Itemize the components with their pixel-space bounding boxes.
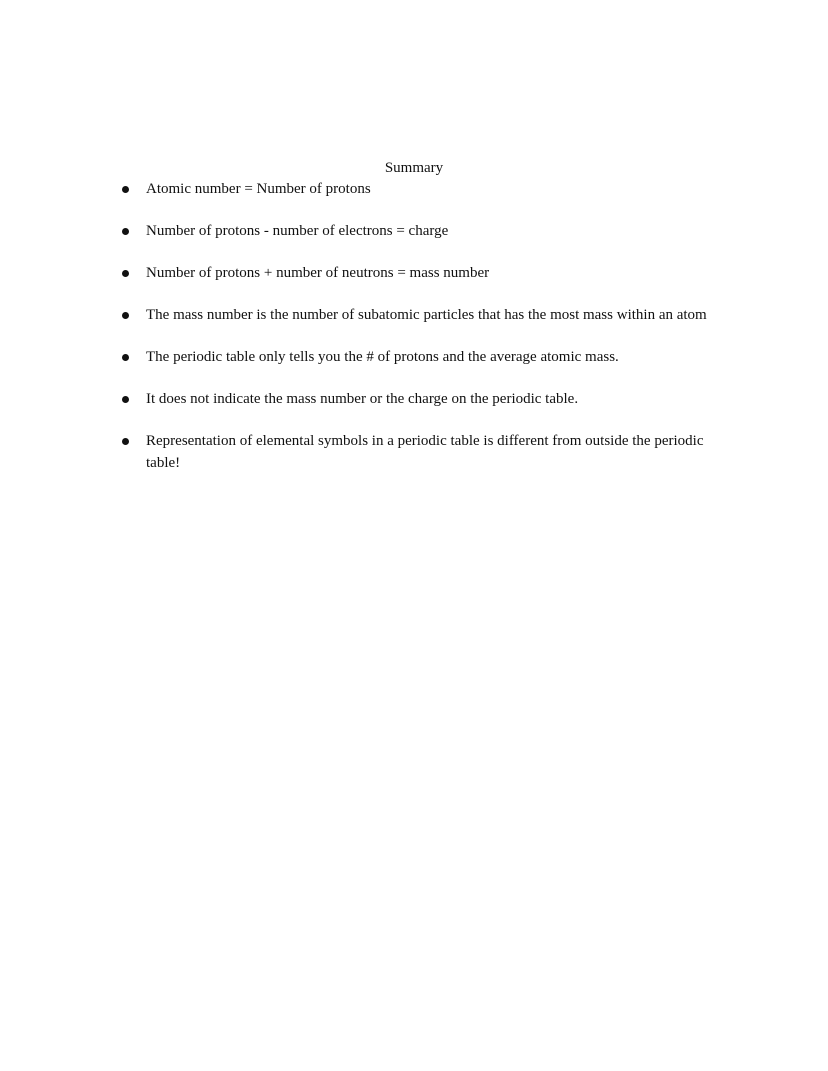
list-item-text: It does not indicate the mass number or the charge on the periodic table. <box>146 391 579 407</box>
list-item <box>0 262 708 284</box>
summary-list <box>0 178 708 494</box>
bullet-icon <box>122 354 129 361</box>
list-item <box>0 304 708 326</box>
bullet-icon <box>122 438 129 445</box>
list-item <box>0 346 708 368</box>
list-item <box>0 430 708 474</box>
bullet-icon <box>122 186 129 193</box>
list-item <box>0 220 708 242</box>
list-item <box>0 388 708 410</box>
list-item <box>0 178 708 200</box>
list-item-text: The periodic table only tells you the # of protons and the average atomic mass. <box>146 349 619 365</box>
bullet-icon <box>122 228 129 235</box>
list-item-text: Representation of elemental symbols in a periodic table is different from outside the periodic table! <box>146 433 704 471</box>
list-item-text: Number of protons + number of neutrons = mass number <box>146 265 490 281</box>
list-item-text: Atomic number = Number of protons <box>146 181 371 197</box>
list-item-text: Number of protons - number of electrons = charge <box>146 223 449 239</box>
list-item-text: The mass number is the number of subatomic particles that has the most mass within an atom <box>146 307 707 323</box>
page-title: Summary <box>384 160 444 176</box>
bullet-icon <box>122 312 129 319</box>
bullet-icon <box>122 270 129 277</box>
bullet-icon <box>122 396 129 403</box>
